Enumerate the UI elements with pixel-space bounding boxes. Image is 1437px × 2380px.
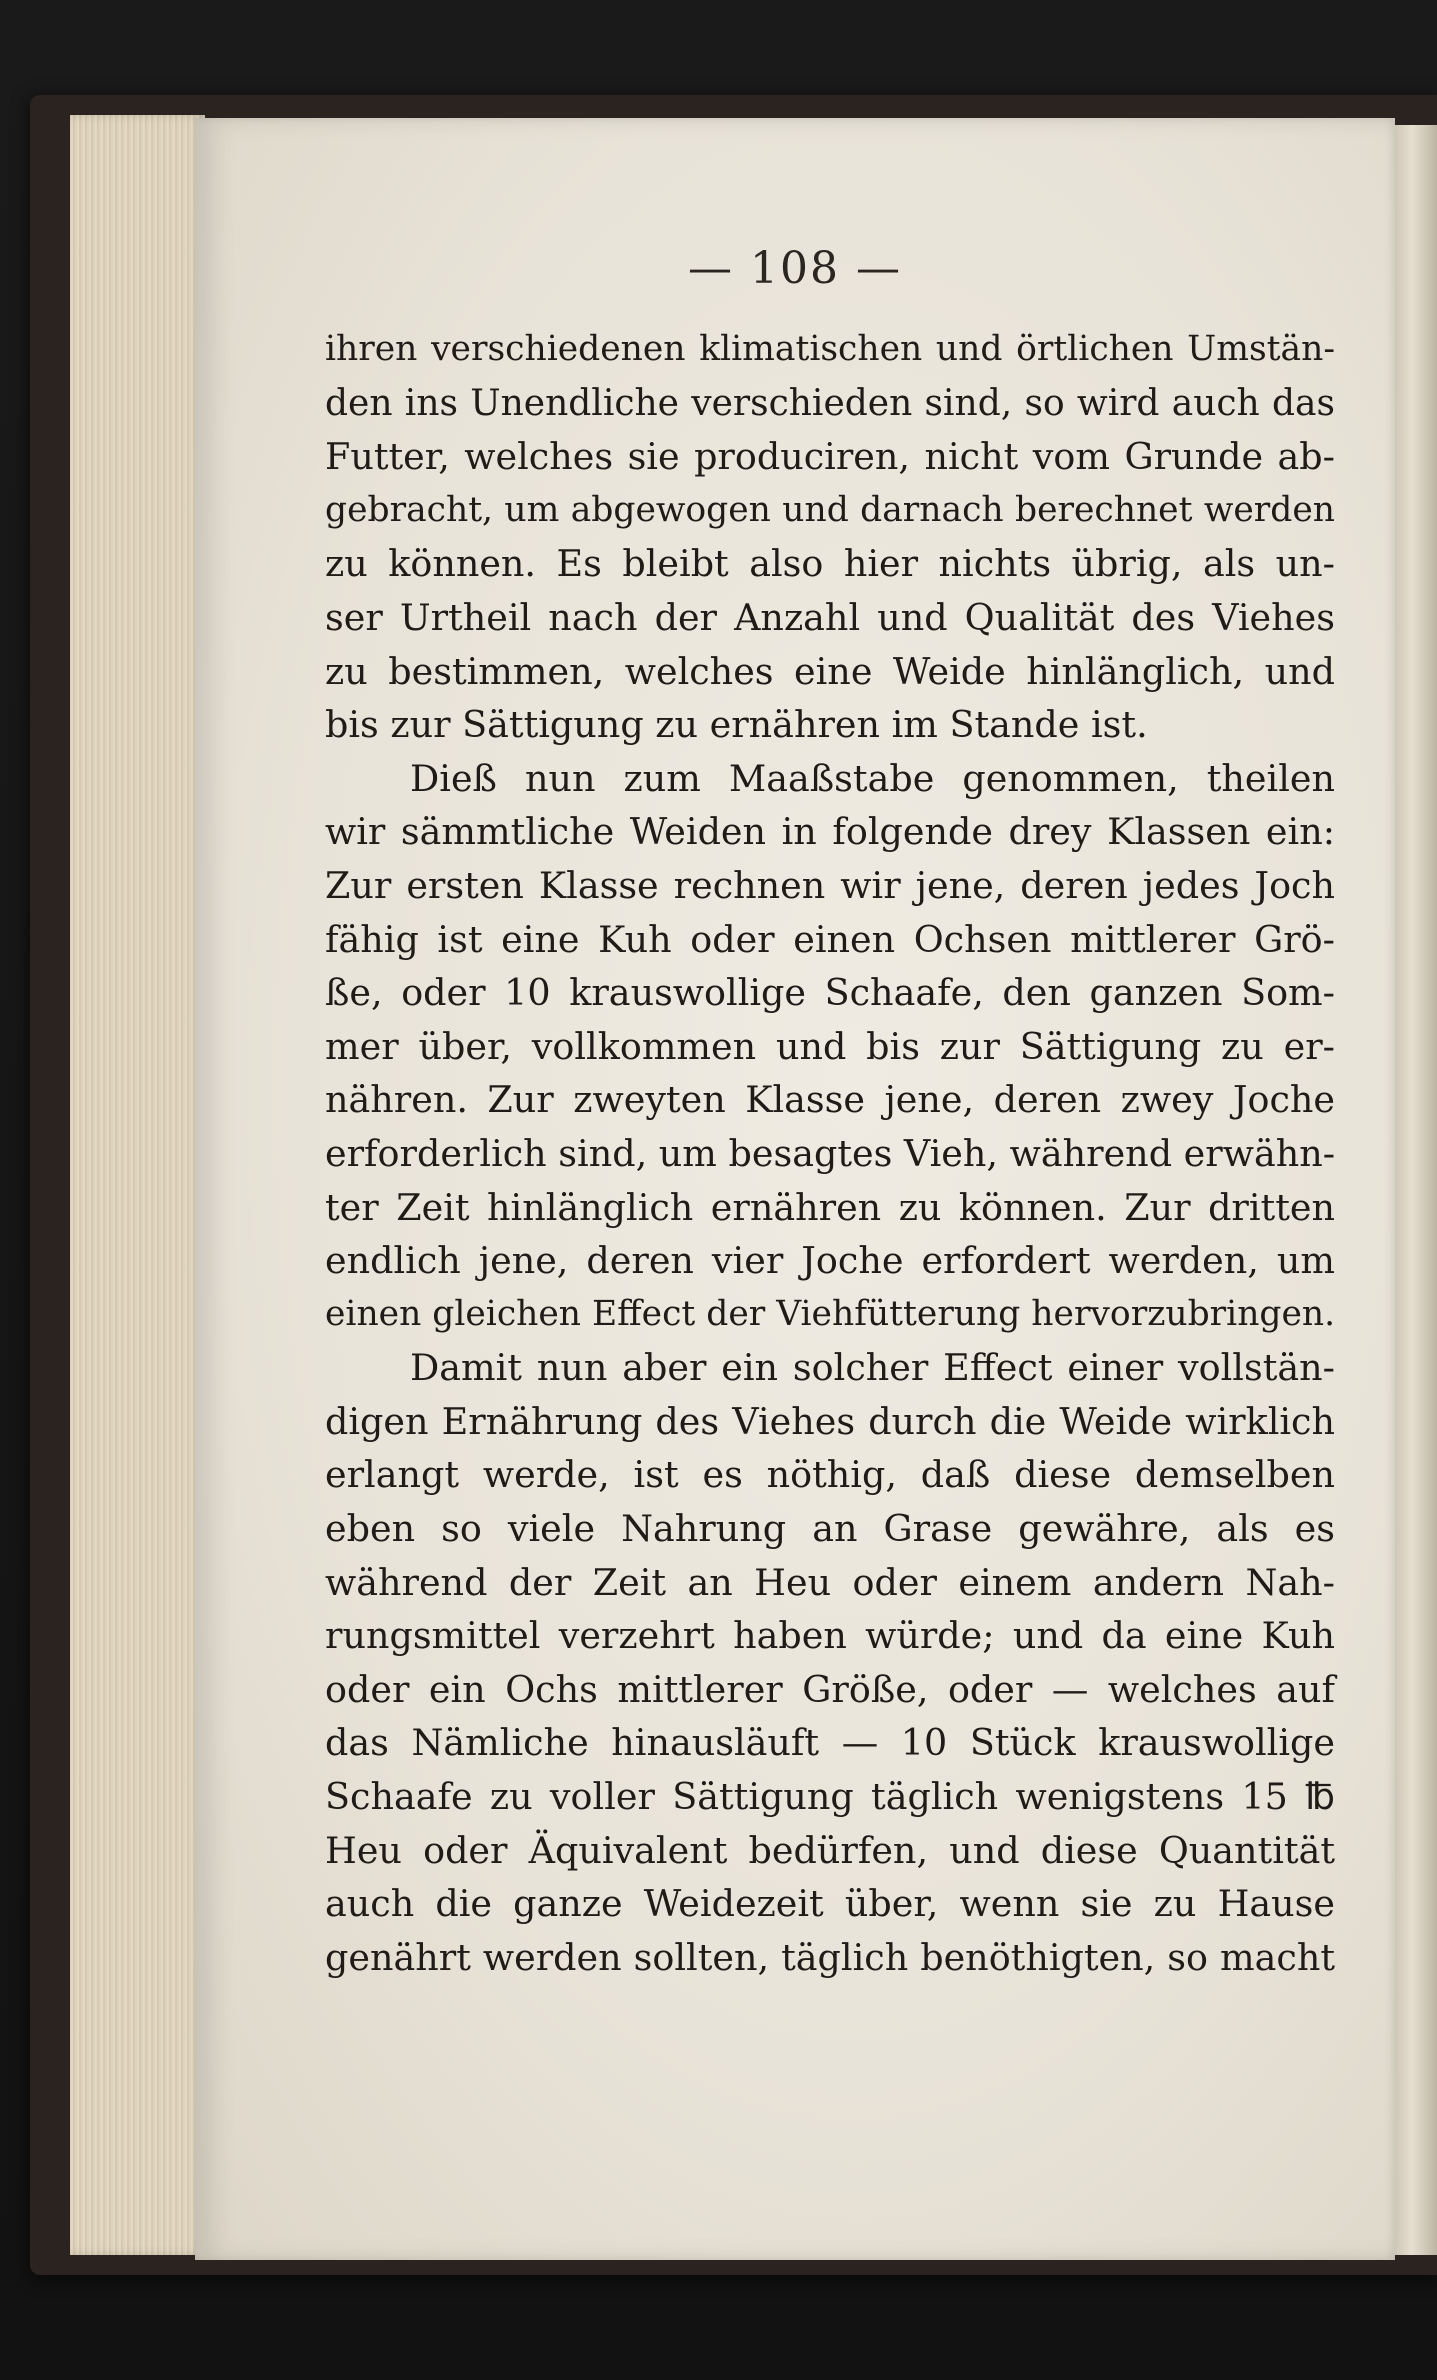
text-line: auch die ganze Weidezeit über, wenn sie zu Hause	[325, 1882, 1335, 1926]
text-line: zu können. Es bleibt also hier nichts übrig, als un-	[325, 542, 1335, 586]
text-line: das Nämliche hinausläuft — 10 Stück krauswollige	[325, 1721, 1335, 1765]
text-line: mer über, vollkommen und bis zur Sättigung zu er-	[325, 1024, 1335, 1068]
text-line: Damit nun aber ein solcher Effect einer vollstän-	[410, 1346, 1335, 1390]
text-line: ter Zeit hinlänglich ernähren zu können. Zur dritten	[325, 1185, 1335, 1229]
right-page-edge	[1395, 125, 1437, 2255]
text-line: nähren. Zur zweyten Klasse jene, deren zwey Joche	[325, 1078, 1335, 1122]
text-line: digen Ernährung des Viehes durch die Weide wirklich	[325, 1399, 1335, 1443]
text-line: wir sämmtliche Weiden in folgende drey Klassen ein:	[325, 810, 1335, 854]
text-line: erforderlich sind, um besagtes Vieh, während erwähn-	[325, 1131, 1336, 1175]
page-number: — 108 —	[688, 243, 902, 294]
text-line: Zur ersten Klasse rechnen wir jene, deren jedes Joch	[325, 863, 1335, 907]
text-line: genährt werden sollten, täglich benöthigten, so macht	[325, 1935, 1335, 1979]
text-line: zu bestimmen, welches eine Weide hinlänglich, und	[325, 649, 1335, 693]
text-line: ser Urtheil nach der Anzahl und Qualität des Viehes	[325, 595, 1335, 639]
text-line: bis zur Sättigung zu ernähren im Stande ist.	[325, 703, 1148, 747]
text-line: Schaafe zu voller Sättigung täglich wenigstens 15 ℔	[325, 1775, 1335, 1819]
text-line: ße, oder 10 krauswollige Schaafe, den ganzen Som-	[325, 971, 1335, 1015]
page-edges	[70, 115, 205, 2255]
text-line: endlich jene, deren vier Joche erfordert werden, um	[325, 1239, 1335, 1283]
text-line: Futter, welches sie produciren, nicht vom Grunde ab-	[325, 435, 1335, 479]
text-line: rungsmittel verzehrt haben würde; und da eine Kuh	[325, 1614, 1335, 1658]
text-line: erlangt werde, ist es nöthig, daß diese demselben	[325, 1453, 1335, 1497]
text-line: fähig ist eine Kuh oder einen Ochsen mittlerer Grö-	[325, 917, 1335, 961]
page-text	[325, 323, 1335, 1984]
text-line: den ins Unendliche verschieden sind, so wird auch das	[325, 382, 1335, 424]
text-line: Dieß nun zum Maaßstabe genommen, theilen	[410, 756, 1335, 800]
book-page	[195, 118, 1395, 2260]
text-line: während der Zeit an Heu oder einem andern Nah-	[325, 1560, 1335, 1604]
text-line: einen gleichen Effect der Viehfütterung hervorzubringen.	[325, 1293, 1336, 1334]
text-line: oder ein Ochs mittlerer Größe, oder — welches auf	[325, 1667, 1335, 1711]
text-line: ihren verschiedenen klimatischen und örtlichen Umstän-	[325, 329, 1335, 369]
text-line: gebracht, um abgewogen und darnach berechnet werden	[325, 489, 1335, 530]
text-line: Heu oder Äquivalent bedürfen, und diese Quantität	[325, 1828, 1335, 1872]
text-line: eben so viele Nahrung an Grase gewähre, als es	[325, 1507, 1335, 1551]
